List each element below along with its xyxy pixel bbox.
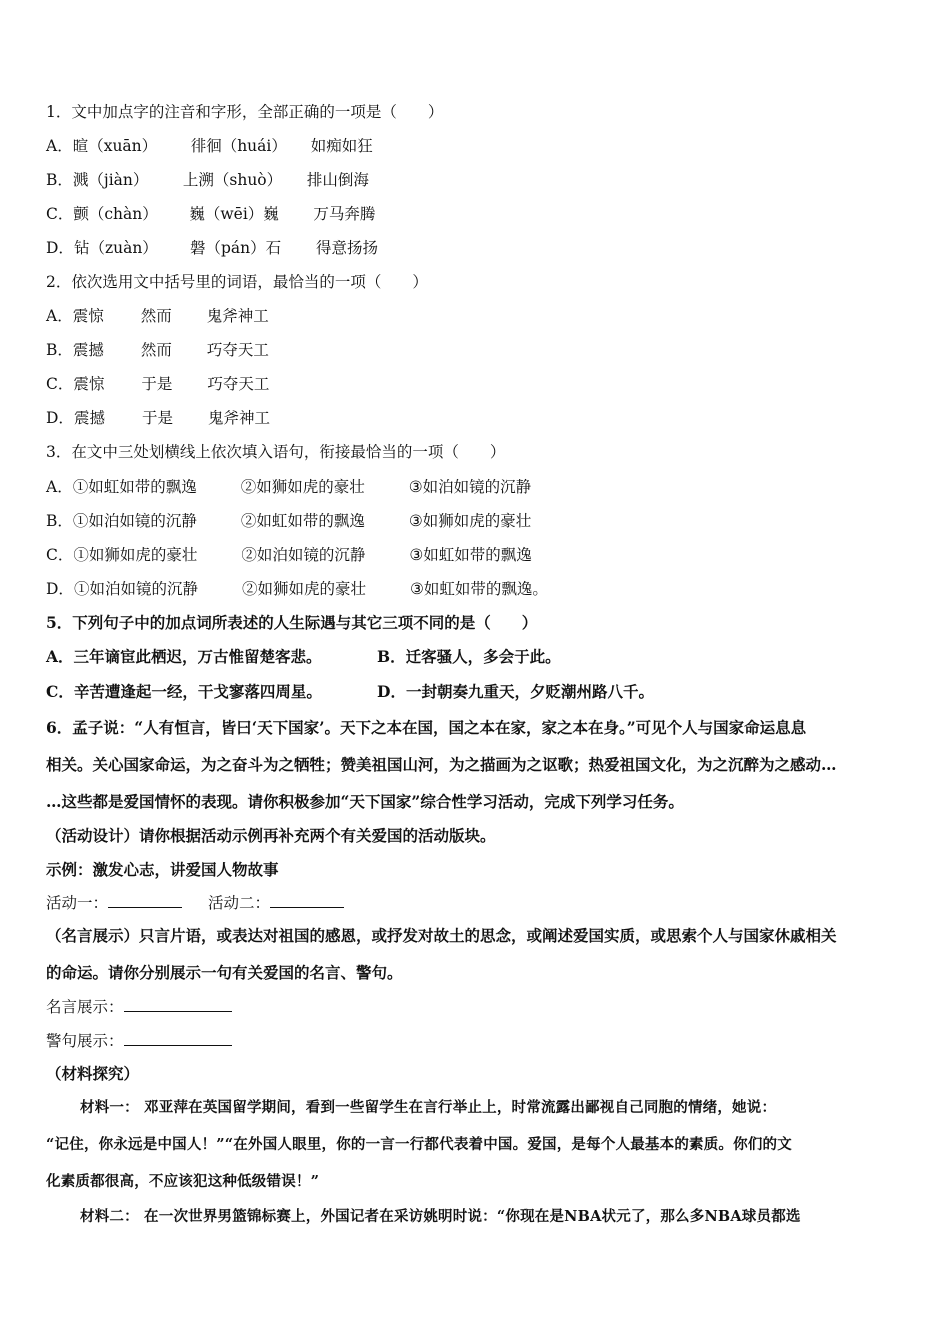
activity-two-blank[interactable] xyxy=(270,893,344,908)
option-part: 排山倒海 xyxy=(306,171,369,189)
option-part: 鬼斧神工 xyxy=(207,409,270,427)
option-part: 然而 xyxy=(140,307,172,325)
option-part: 巧夺天工 xyxy=(206,341,269,359)
q1-option-a xyxy=(46,136,373,156)
option-part: 得意扬扬 xyxy=(315,239,378,257)
q6-line-1: 6．孟子说：“人有恒言，皆曰‘天下国家’。天下之本在国，国之本在家，家之本在身。”可见个人与国家命运息息 xyxy=(46,718,807,737)
option-part: 磐（pán）石 xyxy=(189,239,282,257)
q1-option-c xyxy=(46,204,375,224)
option-label: A． xyxy=(46,478,73,496)
option-part: 巍（wēi）巍 xyxy=(189,205,279,223)
option-label: C． xyxy=(46,546,74,564)
material-one-line-2: “记住，你永远是中国人！”“在外国人眼里，你的一言一行都代表着中国。爱国，是每个人最基本的素质。你们的文 xyxy=(46,1136,792,1153)
q6-quote-intro-2: 的命运。请你分别展示一句有关爱国的名言、警句。 xyxy=(46,963,403,982)
mingyan-blank[interactable] xyxy=(124,997,232,1012)
q5-option-b: B．迁客骚人，多会于此。 xyxy=(377,647,561,666)
option-label: A． xyxy=(46,307,73,325)
q3-stem: 3．在文中三处划横线上依次填入语句，衔接最恰当的一项（ ） xyxy=(46,443,506,461)
q3-option-a xyxy=(46,477,531,497)
option-part: ③如虹如带的飘逸 xyxy=(409,546,532,564)
option-part: 震撼 xyxy=(73,409,105,427)
option-part: ①如虹如带的飘逸 xyxy=(72,478,197,496)
option-part: 如痴如狂 xyxy=(310,137,373,155)
option-label: D． xyxy=(46,409,74,427)
option-part: ③如泊如镜的沉静 xyxy=(408,478,532,496)
q6-example: 示例：激发心志，讲爱国人物故事 xyxy=(46,860,279,879)
q2-option-b xyxy=(46,340,269,360)
option-part: ③如狮如虎的豪壮 xyxy=(408,512,532,530)
q3-option-d xyxy=(46,579,548,599)
option-part: 鬼斧神工 xyxy=(206,307,269,325)
q1-option-d xyxy=(46,238,378,258)
q3-option-c xyxy=(46,545,532,565)
q6-material-explore: （材料探究） xyxy=(46,1064,140,1083)
option-label: B． xyxy=(46,341,73,359)
option-part: ①如泊如镜的沉静 xyxy=(72,512,197,530)
option-part: 于是 xyxy=(141,375,173,393)
q1-stem: 1．文中加点字的注音和字形，全部正确的一项是（ ） xyxy=(46,103,444,121)
jingju-blank[interactable] xyxy=(124,1031,232,1046)
option-part: ②如狮如虎的豪壮 xyxy=(240,478,365,496)
option-part: 于是 xyxy=(141,409,173,427)
q6-line-3: …这些都是爱国情怀的表现。请你积极参加“天下国家”综合性学习活动，完成下列学习任务。 xyxy=(46,792,684,811)
q6-activity-design: （活动设计）请你根据活动示例再补充两个有关爱国的活动版块。 xyxy=(46,826,496,845)
activity-one-label: 活动一： xyxy=(46,894,109,912)
option-part: ②如狮如虎的豪壮 xyxy=(241,580,366,598)
option-part: 钻（zuàn） xyxy=(73,239,158,257)
q6-mingyan-row xyxy=(46,997,232,1017)
option-label: C． xyxy=(46,375,74,393)
q3-option-b xyxy=(46,511,531,531)
q2-option-a xyxy=(46,306,269,326)
option-part: 巧夺天工 xyxy=(207,375,270,393)
option-part: 万马奔腾 xyxy=(313,205,376,223)
option-part: 然而 xyxy=(140,341,172,359)
option-part: 震惊 xyxy=(72,307,104,325)
q5-options-ab xyxy=(46,647,561,667)
option-part: 震撼 xyxy=(72,341,104,359)
q1-option-b xyxy=(46,170,369,190)
option-label: A． xyxy=(46,137,73,155)
q5-stem: 5．下列句子中的加点词所表述的人生际遇与其它三项不同的是（ ） xyxy=(46,613,538,632)
q5-options-cd xyxy=(46,682,654,702)
q5-option-d: D．一封朝奏九重天，夕贬潮州路八千。 xyxy=(377,682,654,701)
q5-option-c: C．辛苦遭逢起一经，干戈寥落四周星。 xyxy=(46,682,322,701)
jingju-label: 警句展示： xyxy=(46,1032,124,1050)
option-part: ①如狮如虎的豪壮 xyxy=(73,546,198,564)
option-part: 震惊 xyxy=(73,375,105,393)
option-part: 暄（xuān） xyxy=(72,137,158,155)
q2-stem: 2．依次选用文中括号里的词语，最恰当的一项（ ） xyxy=(46,273,428,291)
q2-option-c xyxy=(46,374,269,394)
q6-jingju-row xyxy=(46,1031,232,1051)
q5-option-a: A．三年谪宦此栖迟，万古惟留楚客悲。 xyxy=(46,647,322,666)
q6-quote-intro-1: （名言展示）只言片语，或表达对祖国的感恩，或抒发对故土的思念，或阐述爱国实质，或思索个人与国家休戚相关 xyxy=(46,926,837,945)
option-part: 徘徊（huái） xyxy=(190,137,287,155)
activity-one-blank[interactable] xyxy=(108,893,182,908)
option-part: 上溯（shuò） xyxy=(182,171,283,189)
option-label: B． xyxy=(46,512,73,530)
q2-option-d xyxy=(46,408,270,428)
q6-line-2: 相关。关心国家命运，为之奋斗为之牺牲；赞美祖国山河，为之描画为之讴歌；热爱祖国文化，为之沉醉为之感动… xyxy=(46,755,837,774)
option-part: ②如虹如带的飘逸 xyxy=(240,512,365,530)
option-label: B． xyxy=(46,171,73,189)
option-label: C． xyxy=(46,205,74,223)
option-part: 颤（chàn） xyxy=(73,205,158,223)
activity-two-label: 活动二： xyxy=(208,894,271,912)
material-one-line-1: 材料一： 邓亚萍在英国留学期间，看到一些留学生在言行举止上，时常流露出鄙视自己同胞的情绪，她说： xyxy=(80,1099,777,1116)
material-two-line-1: 材料二： 在一次世界男篮锦标赛上，外国记者在采访姚明时说：“你现在是NBA状元了，那么多NBA球员都选 xyxy=(80,1208,801,1225)
option-label: D． xyxy=(46,239,74,257)
option-part: 溅（jiàn） xyxy=(72,171,149,189)
option-part: ①如泊如镜的沉静 xyxy=(73,580,198,598)
material-one-line-3: 化素质都很高，不应该犯这种低级错误！” xyxy=(46,1173,320,1190)
option-part: ②如泊如镜的沉静 xyxy=(241,546,366,564)
option-part: ③如虹如带的飘逸。 xyxy=(409,580,548,598)
mingyan-label: 名言展示： xyxy=(46,998,124,1016)
option-label: D． xyxy=(46,580,74,598)
q6-activities-row xyxy=(46,893,344,913)
